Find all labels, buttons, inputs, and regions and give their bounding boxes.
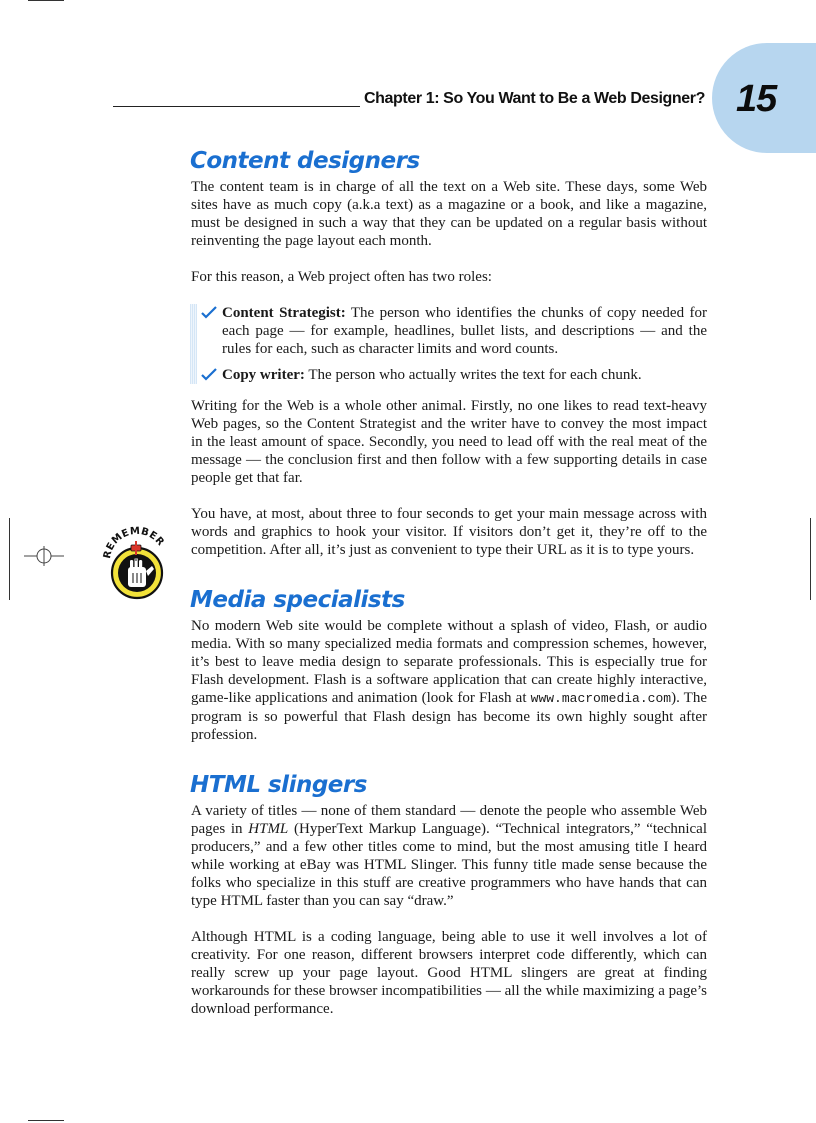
text-span: ). The program is so powerful that Flash design has become its own highly sought after profession.: [191, 690, 708, 743]
html-slingers-paragraph-1: [191, 802, 707, 910]
page-number: 15: [736, 78, 777, 120]
checkmark-icon: [201, 305, 217, 319]
list-margin-bar: [190, 304, 197, 384]
text-span: No modern Web site would be complete without a splash of video, Flash, or audio media. With so many specialized media formats and compression schemes, however, it’s best to leave media design to separate professionals. This is especially true for Flash development. Flash is a software application that can create highly interactive, game-like applications and animation (look for Flash at: [191, 618, 707, 706]
checkmark-icon: [201, 367, 217, 381]
roles-list: [191, 304, 707, 384]
heading-content-designers: Content designers: [190, 148, 420, 174]
html-term: HTML: [248, 821, 289, 837]
chapter-title: Chapter 1: So You Want to Be a Web Designer?: [364, 90, 705, 107]
heading-html-slingers: HTML slingers: [190, 772, 367, 798]
remember-icon-label: REMEMBER: [101, 525, 167, 560]
role-description: The person who identifies the chunks of copy needed for each page — for example, headlines, bullet lists, and descriptions — and the rules for each, such as character limits and word counts.: [222, 305, 707, 357]
crop-mark-left-vertical: [9, 518, 10, 600]
heading-media-specialists: Media specialists: [190, 587, 405, 613]
page-content: [191, 148, 707, 1036]
remember-icon: [100, 525, 170, 605]
content-designers-paragraph-3: Writing for the Web is a whole other animal. Firstly, no one likes to read text-heavy Web pages, so the Content Strategist and the writer have to convey the most impact in the least amount of space. Secondly, you need to lead off with the real meat of the message — the conclusion first and then follow with a few supporting details in case people get that far.: [191, 398, 707, 486]
content-designers-paragraph-4: You have, at most, about three to four seconds to get your main message across with words and graphics to hook your visitor. If visitors don’t get it, they’re off to the competition. After all, it’s just as convenient to type their URL as it is to type yours.: [191, 506, 707, 558]
text-span: (HyperText Markup Language). “Technical integrators,” “technical producers,” and a few other titles come to mind, but the most amusing title I heard while working at eBay was HTML Slinger. This funny title made sense because the folks who specialize in this stuff are creative programmers who have hands that can type HTML faster than you can say “draw.”: [191, 821, 707, 909]
media-specialists-paragraph: [191, 617, 707, 744]
macromedia-url: www.macromedia.com: [530, 691, 672, 706]
registration-mark-icon: [24, 546, 64, 566]
html-slingers-paragraph-2: Although HTML is a coding language, being able to use it well involves a lot of creativity. For one reason, different browsers interpret code differently, which can really screw up your page layout. Good HTML slingers are great at finding workarounds for these browser incompatibilities — all the while maximizing a page’s download performance.: [191, 929, 707, 1017]
content-designers-paragraph-2: For this reason, a Web project often has two roles:: [191, 269, 492, 285]
list-item: [222, 304, 707, 358]
content-designers-paragraph-1: The content team is in charge of all the text on a Web site. These days, some Web sites have as much copy (a.k.a text) as a magazine or a book, and like a magazine, must be designed in such a way that they can be updated on a regular basis without reinventing the page layout each month.: [191, 179, 707, 249]
role-description: The person who actually writes the text for each chunk.: [304, 367, 642, 383]
header-rule: [113, 106, 360, 107]
role-term: Content Strategist:: [222, 305, 346, 321]
text-span: A variety of titles — none of them standard — denote the people who assemble Web pages in: [191, 803, 707, 837]
list-item: [222, 366, 707, 384]
crop-mark-right-vertical: [810, 518, 811, 600]
crop-mark-bottom-left: [28, 1120, 64, 1121]
role-term: Copy writer:: [222, 367, 305, 383]
crop-mark-top-left: [28, 0, 64, 1]
